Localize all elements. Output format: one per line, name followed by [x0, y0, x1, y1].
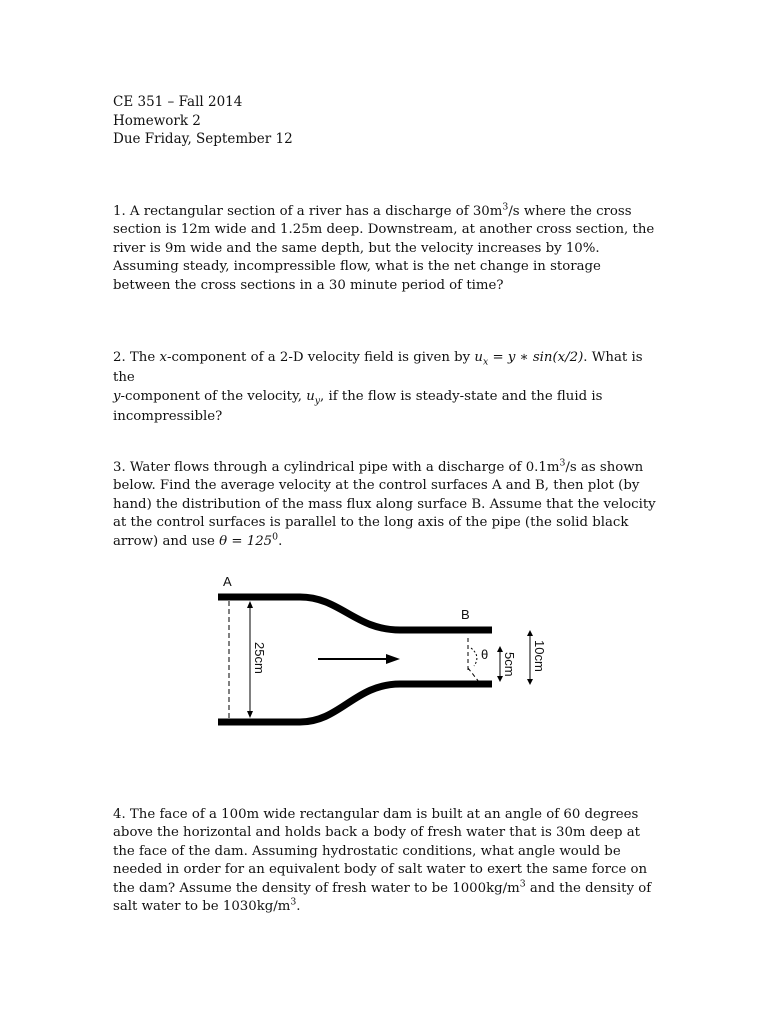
problem-text: . — [278, 533, 283, 549]
angle-arc — [471, 648, 477, 666]
due-date: Due Friday, September 12 — [113, 131, 293, 147]
problem-1 — [113, 203, 658, 295]
math-equation: = 125 — [227, 533, 273, 549]
superscript: 3 — [290, 896, 297, 908]
problem-text: Water flows through a cylindrical pipe with a discharge of 0.1m — [129, 460, 560, 475]
math-subscript: y — [314, 395, 321, 407]
problem-text: /s where the cross section is 12m wide and 1.25m deep. Downstream, at another cross section, the river is 9m wide and the same depth, but the velocity increases by 10%. Assuming steady, incompressible flow, what is the net change in storage between the cross sections in a 30 minute period of time? — [113, 204, 655, 293]
problem-3 — [113, 459, 658, 551]
label-a: A — [223, 574, 232, 589]
problem-text: , if the flow is steady-state and the fluid is incompressible? — [113, 389, 603, 424]
problem-text: -component of a 2-D velocity field is given by — [166, 350, 475, 365]
angle-label: θ — [481, 647, 489, 662]
problem-text: The — [129, 350, 160, 365]
math-variable: u — [474, 350, 483, 365]
problem-text: and the density of salt water to be 1030kg/m — [113, 880, 652, 915]
document-header — [113, 93, 293, 149]
problem-text: A rectangular section of a river has a discharge of 30m — [129, 204, 503, 219]
pipe-bottom-wall — [218, 684, 492, 722]
problem-number: 3. — [113, 460, 126, 475]
problem-text: . — [296, 899, 301, 915]
problem-text: -component of the velocity, — [120, 389, 307, 404]
superscript: 3 — [502, 201, 509, 213]
problem-number: 4. — [113, 807, 126, 822]
label-b: B — [461, 607, 470, 622]
dim-b-small-label: 5cm — [502, 652, 517, 677]
math-subscript: x — [482, 356, 489, 368]
problem-number: 1. — [113, 204, 126, 219]
problem-text: . What is the — [113, 350, 643, 385]
pipe-top-wall — [218, 597, 492, 630]
assignment-title: Homework 2 — [113, 112, 201, 129]
dim-a-label: 25cm — [252, 642, 267, 674]
math-variable: x — [159, 350, 167, 365]
problem-text: /s as shown below. Find the average velocity at the control surfaces A and B, then plot (by hand) the distribution of the mass flux along surface B. Assume that the velocity at the control surfaces is parallel to the long axis of the pipe (the solid black arrow) and use — [113, 460, 656, 549]
pipe-diagram — [200, 570, 570, 745]
problem-4 — [113, 806, 658, 916]
problem-text: The face of a 100m wide rectangular dam is built at an angle of 60 degrees above the horizontal and holds back a body of fresh water that is 30m deep at the face of the dam. Assuming hydrostatic conditions, what angle would be needed in order for an equivalent body of salt water to exert the same force on the dam? Assume the density of fresh water to be 1000kg/m — [113, 807, 648, 896]
math-equation: = y ∗ sin(x/2) — [488, 350, 584, 365]
superscript: 3 — [519, 878, 526, 890]
math-variable: u — [306, 389, 315, 404]
course-title: CE 351 – Fall 2014 — [113, 94, 243, 110]
dim-b-large-label: 10cm — [532, 640, 547, 672]
math-variable: θ — [219, 533, 228, 549]
superscript: 0 — [272, 531, 279, 543]
problem-number: 2. — [113, 350, 126, 365]
superscript: 3 — [559, 457, 566, 469]
math-variable: y — [113, 389, 121, 404]
problem-2 — [113, 348, 658, 426]
